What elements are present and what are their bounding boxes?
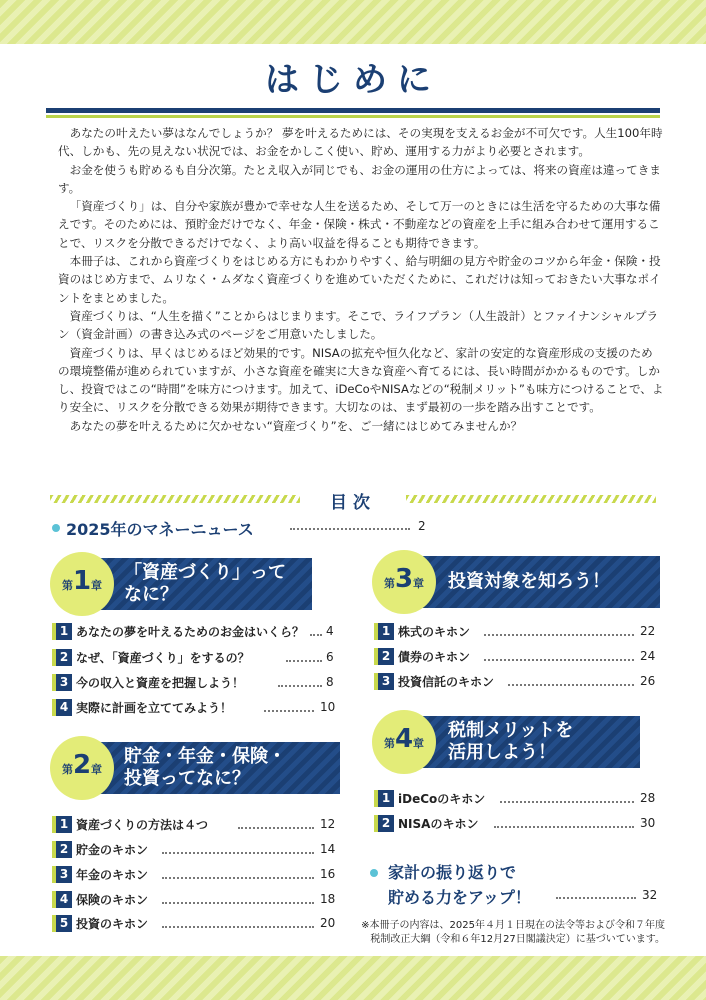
page-number: 26 bbox=[640, 674, 656, 688]
page-number: 32 bbox=[642, 888, 658, 902]
intro-text bbox=[58, 124, 664, 435]
page-number: 28 bbox=[640, 791, 656, 805]
toc-item[interactable] bbox=[52, 622, 334, 642]
news-label: 2025年のマネーニュース bbox=[66, 520, 254, 539]
dot-leader bbox=[162, 902, 314, 904]
chapter-badge bbox=[372, 710, 436, 774]
toc-item[interactable] bbox=[374, 672, 664, 692]
chapter-suffix: 章 bbox=[413, 577, 425, 590]
item-title: 実際に計画を立ててみよう！ bbox=[76, 701, 233, 715]
dot-leader bbox=[238, 827, 314, 829]
toc-item[interactable] bbox=[52, 840, 334, 860]
household-review-line: 家計の振り返りで bbox=[388, 863, 517, 882]
chapter-number: 2 bbox=[72, 750, 92, 780]
chapter-suffix: 章 bbox=[413, 737, 425, 750]
title-rule-navy bbox=[46, 108, 660, 113]
toc-item[interactable] bbox=[52, 865, 334, 885]
page-number: 18 bbox=[320, 892, 336, 906]
footnote-line: ※本冊子の内容は、2025年４月１日現在の法令等および令和７年度 bbox=[361, 920, 665, 931]
item-number: 1 bbox=[374, 790, 394, 807]
household-review-line: 貯める力をアップ！ bbox=[388, 888, 531, 907]
toc-item[interactable] bbox=[374, 647, 664, 667]
item-number: 3 bbox=[374, 673, 394, 690]
toc-household-review-entry[interactable] bbox=[370, 860, 670, 910]
dot-leader bbox=[310, 634, 322, 636]
chapter-badge bbox=[50, 552, 114, 616]
chapter-prefix: 第 bbox=[61, 763, 73, 776]
chapter-title bbox=[448, 571, 610, 593]
item-title: NISAのキホン bbox=[398, 817, 479, 831]
item-number: 1 bbox=[374, 623, 394, 640]
toc-header bbox=[50, 488, 656, 512]
dot-leader bbox=[484, 659, 634, 661]
page-number: 14 bbox=[320, 842, 336, 856]
dot-leader bbox=[264, 710, 314, 712]
toc-item[interactable] bbox=[374, 622, 664, 642]
dot-leader bbox=[494, 826, 634, 828]
chapter-title-line: 投資ってなに？ bbox=[124, 768, 250, 789]
intro-paragraph: 「資産づくり」は、自分や家族が豊かで幸せな人生を送るため、そして万一のときには生活を守るための大事な備えです。そのためには、預貯金だけでなく、年金・保険・株式・不動産などの資産を上手に組み合わせて運用することで、リスクを分散できるだけでなく、より高い収益を得ることも期待できます。 bbox=[58, 199, 661, 250]
dot-leader bbox=[508, 684, 634, 686]
chapter-title bbox=[448, 720, 573, 764]
item-number: 2 bbox=[374, 648, 394, 665]
intro-paragraph: 本冊子は、これから資産づくりをはじめる方にもわかりやすく、給与明細の見方や貯金のコツから年金・保険・投資のはじめ方まで、ムリなく・ムダなく資産づくりを進めていただくために、これだけは知っておきたい大事なポイントをまとめました。 bbox=[58, 254, 661, 305]
chapter-suffix: 章 bbox=[91, 579, 103, 592]
chapter-2-banner[interactable] bbox=[50, 742, 340, 794]
intro-paragraph: あなたの叶えたい夢はなんでしょうか？ 夢を叶えるためには、その実現を支えるお金が不可欠です。人生100年時代、しかも、先の見えない状況では、お金をかしこく使い、貯め、運用する力がより必要とされます。 bbox=[58, 126, 663, 159]
toc-item[interactable] bbox=[374, 814, 664, 834]
chapter-title-line: 「資産づくり」って bbox=[124, 562, 286, 583]
intro-paragraph: あなたの夢を叶えるために欠かせない“資産づくり”を、ご一緒にはじめてみませんか？ bbox=[69, 418, 523, 433]
intro-paragraph: 資産づくりは、“人生を描く”ことからはじまります。そこで、ライフプラン（人生設計）とファイナンシャルプラン（資金計画）の書き込み式のページをご用意いたしました。 bbox=[58, 308, 659, 342]
toc-title: 目次 bbox=[330, 493, 376, 513]
toc-item[interactable] bbox=[374, 789, 664, 809]
chapter-title-line: 投資対象を知ろう！ bbox=[448, 571, 610, 592]
toc-item[interactable] bbox=[52, 698, 334, 718]
household-review-title bbox=[388, 860, 531, 910]
chapter-3-banner[interactable] bbox=[372, 556, 660, 608]
chapter-number: 4 bbox=[394, 724, 414, 754]
page-number: 10 bbox=[320, 700, 336, 714]
chapter-badge bbox=[372, 550, 436, 614]
dot-leader bbox=[278, 685, 322, 687]
item-title: 株式のキホン bbox=[398, 625, 471, 639]
item-title: 貯金のキホン bbox=[76, 843, 149, 857]
intro-paragraph: お金を使うも貯めるも自分次第。たとえ収入が同じでも、お金の運用の仕方によっては、将来の資産は違ってきます。 bbox=[58, 162, 661, 195]
item-number: 1 bbox=[52, 816, 72, 833]
item-title: 今の収入と資産を把握しよう！ bbox=[76, 676, 245, 690]
intro-paragraph: 資産づくりは、早くはじめるほど効果的です。NISAの拡充や恒久化など、家計の安定的な資産形成の支援のための環境整備が進められていますが、小さな資産を確実に大きな資産へ育てるには、長い時間がかかるものです。しかし、投資ではこの“時間”を味方につけます。加えて、iDeCoやNISAなどの“税制メリット”も味方につけることで、より安全に、リスクを分散できる効果が期待できます。大切なのは、まず最初の一歩を踏み出すことです。 bbox=[58, 345, 664, 415]
chapter-title-line: 税制メリットを bbox=[448, 720, 574, 741]
page-number: 4 bbox=[326, 624, 334, 638]
chapter-4-banner[interactable] bbox=[372, 716, 640, 768]
item-title: 保険のキホン bbox=[76, 893, 149, 907]
chapter-title-line: 活用しよう！ bbox=[448, 742, 556, 763]
toc-item[interactable] bbox=[52, 914, 334, 934]
page-number: 20 bbox=[320, 916, 336, 930]
item-number: 2 bbox=[52, 841, 72, 858]
chapter-number: 1 bbox=[72, 566, 92, 596]
page-number: 6 bbox=[326, 650, 334, 664]
item-number: 3 bbox=[52, 866, 72, 883]
item-number: 2 bbox=[52, 649, 72, 666]
toc-item[interactable] bbox=[52, 673, 334, 693]
title-rule-lime bbox=[46, 115, 660, 118]
footnote-line: 税制改正大綱（令和６年12月27日閣議決定）に基づいています。 bbox=[370, 934, 665, 945]
page-number: 8 bbox=[326, 675, 334, 689]
dot-leader bbox=[290, 528, 410, 530]
item-title: 年金のキホン bbox=[76, 868, 149, 882]
page-title: はじめに bbox=[265, 60, 441, 100]
toc-news-entry[interactable] bbox=[52, 517, 432, 537]
dot-leader bbox=[162, 926, 314, 928]
item-title: あなたの夢を叶えるためのお金はいくら？ bbox=[76, 625, 305, 639]
toc-item[interactable] bbox=[52, 815, 334, 835]
dot-leader bbox=[500, 801, 634, 803]
chapter-prefix: 第 bbox=[383, 577, 395, 590]
chapter-title bbox=[124, 746, 286, 790]
item-number: 5 bbox=[52, 915, 72, 932]
chapter-title bbox=[124, 562, 286, 606]
toc-item[interactable] bbox=[52, 648, 334, 668]
bullet-dot-icon bbox=[370, 869, 378, 877]
page-number: 2 bbox=[418, 519, 426, 533]
chapter-title-line: 貯金・年金・保険・ bbox=[124, 746, 286, 767]
item-number: 2 bbox=[374, 815, 394, 832]
chapter-number: 3 bbox=[394, 564, 414, 594]
dot-leader bbox=[286, 660, 322, 662]
chapter-prefix: 第 bbox=[61, 579, 73, 592]
page-number: 24 bbox=[640, 649, 656, 663]
item-title: 債券のキホン bbox=[398, 650, 471, 664]
item-number: 1 bbox=[52, 623, 72, 640]
chapter-prefix: 第 bbox=[383, 737, 395, 750]
item-title: 投資信託のキホン bbox=[398, 675, 495, 689]
item-title: 資産づくりの方法は４つ bbox=[76, 818, 209, 832]
page-number: 30 bbox=[640, 816, 656, 830]
item-title: iDeCoのキホン bbox=[398, 792, 486, 806]
toc-item[interactable] bbox=[52, 890, 334, 910]
item-number: 4 bbox=[52, 891, 72, 908]
dot-leader bbox=[162, 877, 314, 879]
dot-leader bbox=[162, 852, 314, 854]
page-number: 22 bbox=[640, 624, 656, 638]
page-number: 12 bbox=[320, 817, 336, 831]
chapter-1-banner[interactable] bbox=[50, 558, 312, 610]
chapter-title-line: なに？ bbox=[124, 584, 178, 605]
bullet-dot-icon bbox=[52, 524, 60, 532]
item-title: なぜ、「資産づくり」をするの？ bbox=[76, 651, 250, 665]
chapter-suffix: 章 bbox=[91, 763, 103, 776]
dot-leader bbox=[556, 897, 636, 899]
top-stripe-band bbox=[0, 0, 706, 44]
toc-hatch-right bbox=[406, 495, 656, 503]
page-number: 16 bbox=[320, 867, 336, 881]
chapter-badge bbox=[50, 736, 114, 800]
item-title: 投資のキホン bbox=[76, 917, 149, 931]
dot-leader bbox=[484, 634, 634, 636]
bottom-stripe-band bbox=[0, 956, 706, 1000]
item-number: 3 bbox=[52, 674, 72, 691]
item-number: 4 bbox=[52, 699, 72, 716]
footnote bbox=[355, 919, 665, 947]
